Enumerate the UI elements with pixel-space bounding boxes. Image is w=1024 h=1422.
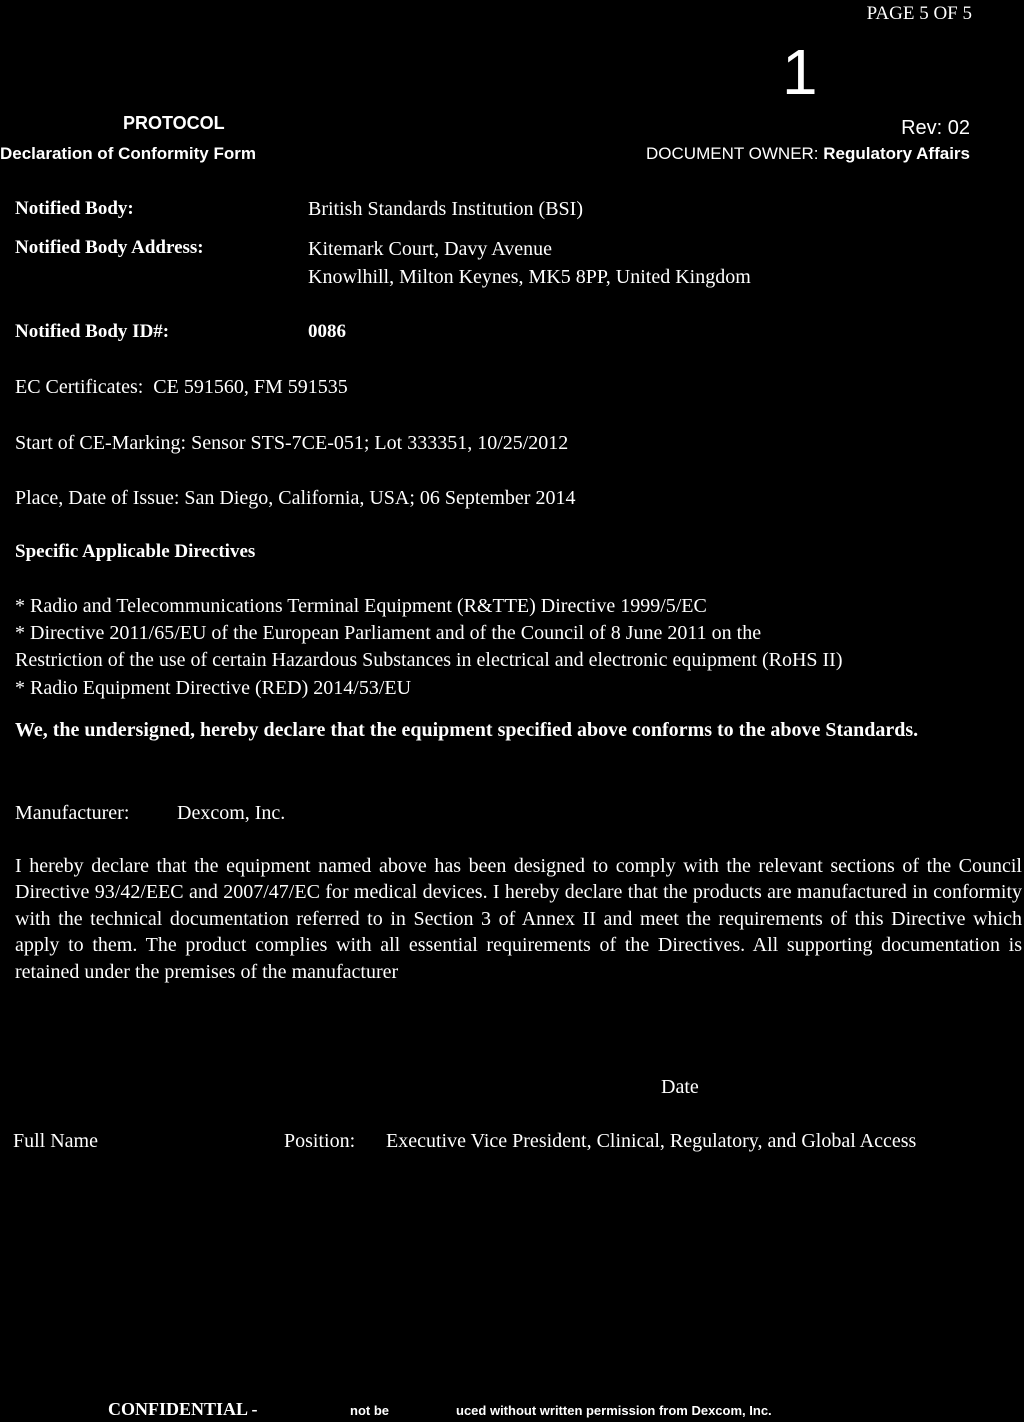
address-line-1: Kitemark Court, Davy Avenue <box>308 238 553 260</box>
position-label: Position: <box>284 1130 356 1152</box>
manufacturer-label: Manufacturer: <box>15 802 130 824</box>
manufacturer-value: Dexcom, Inc. <box>177 802 286 824</box>
directive-line: Restriction of the use of certain Hazardous Substances in electrical and electronic equipment (RoHS II) <box>15 649 843 671</box>
footer-fragment: not be <box>350 1403 389 1418</box>
notified-body-label: Notified Body: <box>15 198 134 219</box>
page-number: PAGE 5 OF 5 <box>866 3 972 24</box>
address-line-2: Knowlhill, Milton Keynes, MK5 8PP, United Kingdom <box>308 266 751 288</box>
directive-line: * Directive 2011/65/EU of the European Parliament and of the Council of 8 June 2011 on the <box>15 622 762 644</box>
revision <box>901 116 970 140</box>
directive-line: * Radio Equipment Directive (RED) 2014/53/EU <box>15 677 412 699</box>
full-name-label: Full Name <box>13 1130 98 1152</box>
notified-body-value: British Standards Institution (BSI) <box>308 198 583 220</box>
ec-certificates: EC Certificates: CE 591560, FM 591535 <box>15 376 348 398</box>
footer-confidential: CONFIDENTIAL - <box>108 1399 258 1419</box>
notified-body-id-label: Notified Body ID#: <box>15 321 170 342</box>
place-date-of-issue: Place, Date of Issue: San Diego, California, USA; 06 September 2014 <box>15 487 576 509</box>
rev-value: 02 <box>947 117 970 139</box>
rev-label: Rev: <box>901 117 943 139</box>
page-mark: 1 <box>782 36 818 108</box>
date-label: Date <box>661 1076 699 1098</box>
declaration-statement: We, the undersigned, hereby declare that the equipment specified above conforms to the above Standards. <box>15 719 919 741</box>
position-value: Executive Vice President, Clinical, Regulatory, and Global Access <box>386 1130 917 1152</box>
directives-heading: Specific Applicable Directives <box>15 541 256 562</box>
protocol-label: PROTOCOL <box>123 113 225 133</box>
directive-line: * Radio and Telecommunications Terminal Equipment (R&TTE) Directive 1999/5/EC <box>15 595 707 617</box>
footer-notice: uced without written permission from Dexcom, Inc. <box>456 1403 772 1418</box>
document-owner <box>646 143 970 165</box>
notified-body-address-label: Notified Body Address: <box>15 237 204 258</box>
owner-value: Regulatory Affairs <box>823 144 970 163</box>
ce-marking: Start of CE-Marking: Sensor STS-7CE-051; Lot 333351, 10/25/2012 <box>15 432 569 454</box>
declaration-paragraph: I hereby declare that the equipment named above has been designed to comply with the relevant sections of the Council Directive 93/42/EEC and 2007/47/EC for medical devices. I hereby declare that the products are manufactured in conformity with the technical documentation referred to in Section 3 of Annex II and meet the requirements of this Directive which apply to them. The product complies with all essential requirements of the Directives. All supporting documentation is retained under the premises of the manufacturer <box>15 855 1022 983</box>
notified-body-id-value: 0086 <box>308 321 346 342</box>
owner-label: DOCUMENT OWNER: <box>646 144 819 163</box>
form-title: Declaration of Conformity Form <box>0 144 256 163</box>
